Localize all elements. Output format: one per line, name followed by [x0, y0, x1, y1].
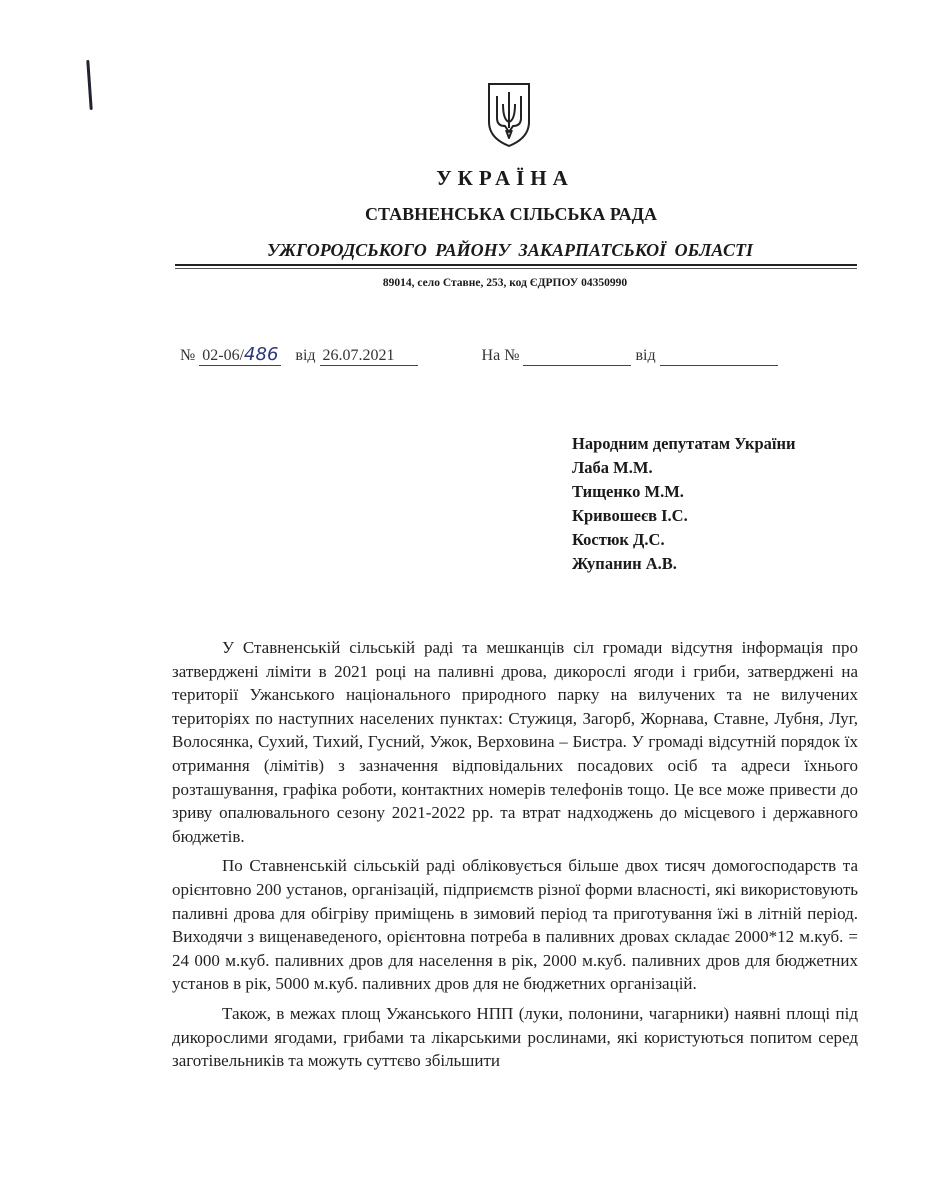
outgoing-number-field	[199, 344, 281, 366]
reply-date-field	[660, 347, 778, 366]
country-heading: УКРАЇНА	[436, 166, 574, 190]
district-name: УЖГОРОДСЬКОГО РАЙОНУ ЗАКАРПАТСЬКОЇ ОБЛАСТІ	[267, 240, 753, 260]
reply-date-label: від	[635, 347, 656, 364]
reply-number-field	[523, 347, 631, 366]
addressee-line: Кривошеєв І.С.	[572, 506, 688, 525]
number-label: №	[180, 347, 196, 364]
body-paragraph: По Ставненській сільській раді обліковується більше двох тисяч домогосподарств та орієнтовно 200 установ, організацій, підприємств різної форми власності, які використовують паливні дрова для обігріву приміщень в зимовий період та приготування їжі в літній період. Виходячи з вищенаведеного, орієнтовна потреба в паливних дровах складає 2000*12 м.куб. = 24 000 м.куб. паливних дров для населення в рік, 2000 м.куб. паливних дров для бюджетних установ в рік, 5000 м.куб. паливних дров для не бюджетних організацій.	[172, 856, 858, 994]
council-name: СТАВНЕНСЬКА СІЛЬСЬКА РАДА	[365, 204, 657, 224]
addressee-line: Жупанин А.В.	[572, 554, 677, 573]
body-paragraph: У Ставненській сільській раді та мешканців сіл громади відсутня інформація про затверджені ліміти в 2021 році на паливні дрова, дикорослі ягоди і гриби, затверджені на території Ужанського національного природного парку на вилучених та не вилучених територіях по наступних населених пунктах: Стужиця, Загорб, Жорнава, Ставне, Лубня, Луг, Волосянка, Сухий, Тихий, Гусний, Ужок, Верховина – Бистра. У громаді відсутній порядок їх отримання (лімітів) з зазначення відповідальних посадових осіб та адреси їхнього розташування, графіка роботи, контактних номерів телефонів тощо. Це все може привести до зриву опалювального сезону 2021-2022 рр. та втрат надходжень до місцевого і державного бюджетів.	[172, 638, 858, 846]
letterhead-rule	[175, 264, 857, 266]
trident-emblem-icon	[485, 82, 533, 148]
letter-body	[172, 636, 858, 1079]
addressee-line: Народним депутатам України	[572, 434, 796, 453]
number-prefix: 02-06/	[202, 347, 245, 364]
handwritten-number: 486	[244, 344, 279, 365]
outgoing-date: 26.07.2021	[320, 347, 418, 366]
addressee-line: Тищенко М.М.	[572, 482, 684, 501]
addressee-line: Лаба М.М.	[572, 458, 653, 477]
pen-mark	[86, 60, 92, 110]
body-paragraph: Також, в межах площ Ужанського НПП (луки, полонини, чагарники) наявні площі під дикорослими ягодами, грибами та лікарськими рослинами, які користуються попитом серед заготівельників та можуть суттєво збільшити	[172, 1003, 858, 1071]
addressee-line: Костюк Д.С.	[572, 530, 665, 549]
addressee-block	[572, 432, 796, 576]
date-label: від	[295, 347, 316, 364]
letterhead-rule-thin	[175, 268, 857, 269]
reply-label: На №	[481, 347, 520, 364]
council-address: 89014, село Ставне, 253, код ЄДРПОУ 04350990	[382, 277, 628, 289]
reference-line	[180, 344, 778, 366]
